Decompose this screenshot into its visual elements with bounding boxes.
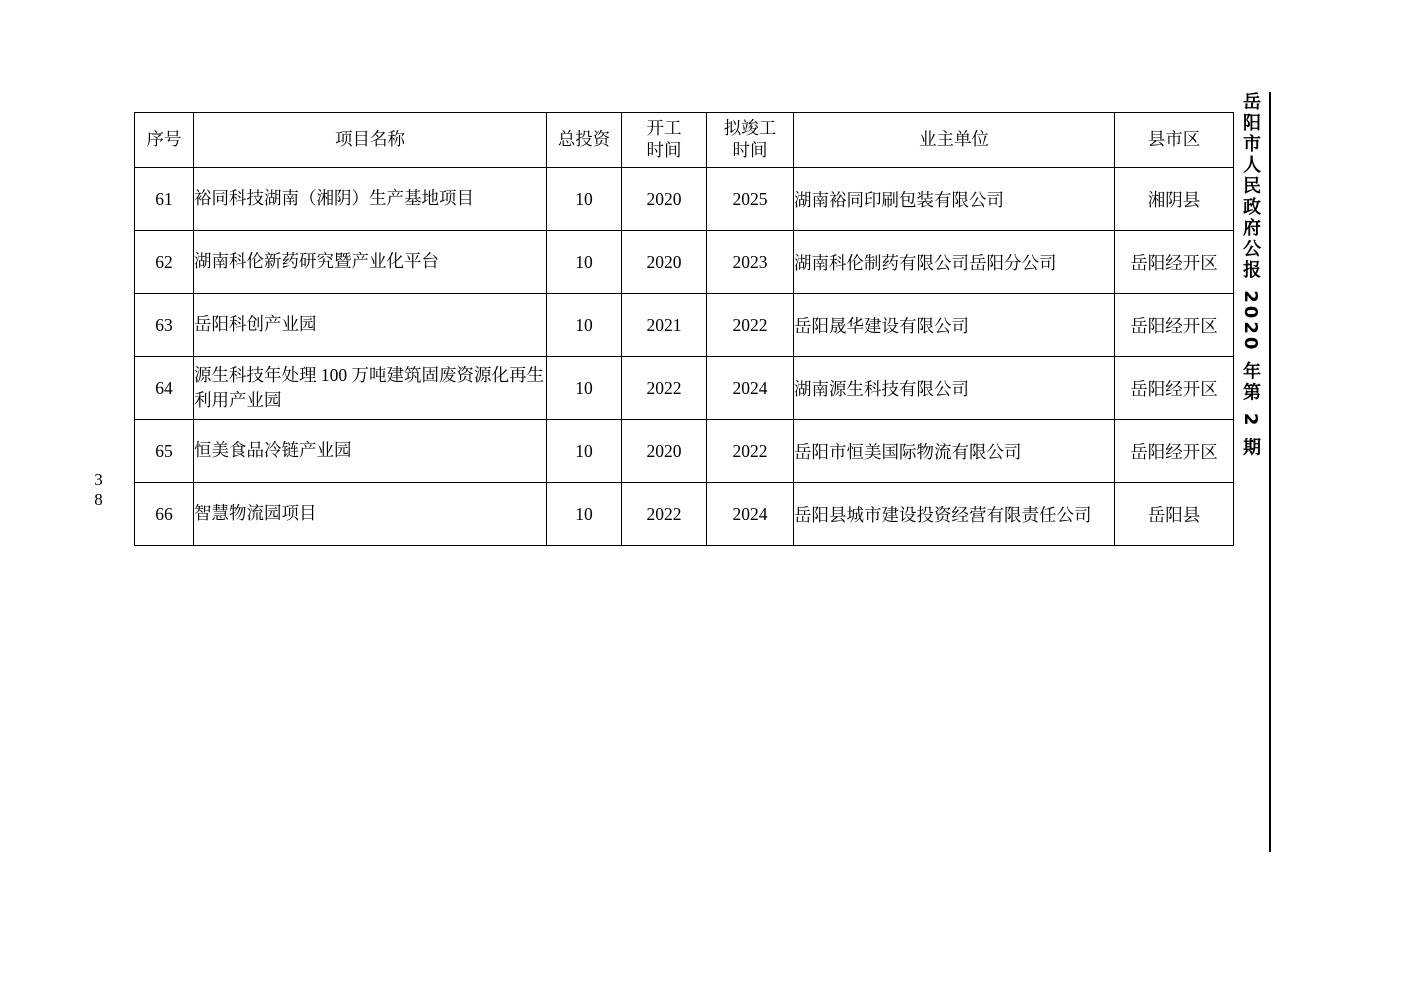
header-total-investment: 总投资 — [547, 113, 622, 168]
cell-total-investment: 10 — [547, 231, 622, 294]
running-head-rule — [1269, 92, 1271, 852]
projects-table-wrap — [134, 112, 1229, 546]
cell-project-name: 源生科技年处理 100 万吨建筑固废资源化再生利用产业园 — [194, 357, 547, 420]
header-start-time-line1: 开工 — [646, 118, 682, 139]
cell-index: 61 — [135, 168, 194, 231]
cell-index: 62 — [135, 231, 194, 294]
cell-index: 63 — [135, 294, 194, 357]
running-head-text: 岳阳市人民政府公报 2020 年第 2 期 — [1240, 92, 1261, 459]
cell-owner-unit: 湖南源生科技有限公司 — [794, 357, 1115, 420]
cell-total-investment: 10 — [547, 294, 622, 357]
cell-start-time: 2022 — [622, 357, 707, 420]
cell-region: 岳阳县 — [1115, 483, 1234, 546]
cell-region: 岳阳经开区 — [1115, 231, 1234, 294]
cell-owner-unit: 岳阳县城市建设投资经营有限责任公司 — [794, 483, 1115, 546]
header-finish-time-line1: 拟竣工 — [723, 118, 777, 139]
table-row — [135, 420, 1234, 483]
table-row — [135, 483, 1234, 546]
cell-start-time: 2022 — [622, 483, 707, 546]
page-number: 38 — [89, 470, 108, 510]
cell-project-name: 恒美食品冷链产业园 — [194, 420, 547, 483]
cell-owner-unit: 湖南科伦制药有限公司岳阳分公司 — [794, 231, 1115, 294]
cell-region: 岳阳经开区 — [1115, 357, 1234, 420]
table-header — [135, 113, 1234, 168]
cell-start-time: 2020 — [622, 420, 707, 483]
cell-project-name: 湖南科伦新药研究暨产业化平台 — [194, 231, 547, 294]
header-project-name: 项目名称 — [194, 113, 547, 168]
table-header-row — [135, 113, 1234, 168]
table-row — [135, 294, 1234, 357]
cell-region: 岳阳经开区 — [1115, 420, 1234, 483]
cell-total-investment: 10 — [547, 483, 622, 546]
table-row — [135, 231, 1234, 294]
table-row — [135, 168, 1234, 231]
cell-start-time: 2020 — [622, 168, 707, 231]
cell-finish-time: 2022 — [707, 294, 794, 357]
header-finish-time — [707, 113, 794, 168]
cell-owner-unit: 岳阳市恒美国际物流有限公司 — [794, 420, 1115, 483]
cell-finish-time: 2024 — [707, 483, 794, 546]
cell-start-time: 2021 — [622, 294, 707, 357]
header-finish-time-line2: 时间 — [732, 140, 768, 160]
header-index: 序号 — [135, 113, 194, 168]
cell-finish-time: 2023 — [707, 231, 794, 294]
cell-project-name: 裕同科技湖南（湘阴）生产基地项目 — [194, 168, 547, 231]
cell-owner-unit: 湖南裕同印刷包装有限公司 — [794, 168, 1115, 231]
running-head — [1241, 92, 1271, 852]
cell-total-investment: 10 — [547, 357, 622, 420]
table-body — [135, 168, 1234, 546]
cell-index: 66 — [135, 483, 194, 546]
cell-index: 65 — [135, 420, 194, 483]
cell-finish-time: 2022 — [707, 420, 794, 483]
header-start-time-line2: 时间 — [646, 140, 682, 160]
cell-index: 64 — [135, 357, 194, 420]
cell-project-name: 智慧物流园项目 — [194, 483, 547, 546]
cell-project-name: 岳阳科创产业园 — [194, 294, 547, 357]
cell-owner-unit: 岳阳晟华建设有限公司 — [794, 294, 1115, 357]
projects-table — [134, 112, 1234, 546]
cell-region: 湘阴县 — [1115, 168, 1234, 231]
table-row — [135, 357, 1234, 420]
cell-finish-time: 2024 — [707, 357, 794, 420]
cell-total-investment: 10 — [547, 420, 622, 483]
cell-region: 岳阳经开区 — [1115, 294, 1234, 357]
header-owner-unit: 业主单位 — [794, 113, 1115, 168]
header-region: 县市区 — [1115, 113, 1234, 168]
cell-finish-time: 2025 — [707, 168, 794, 231]
header-start-time — [622, 113, 707, 168]
cell-total-investment: 10 — [547, 168, 622, 231]
cell-start-time: 2020 — [622, 231, 707, 294]
